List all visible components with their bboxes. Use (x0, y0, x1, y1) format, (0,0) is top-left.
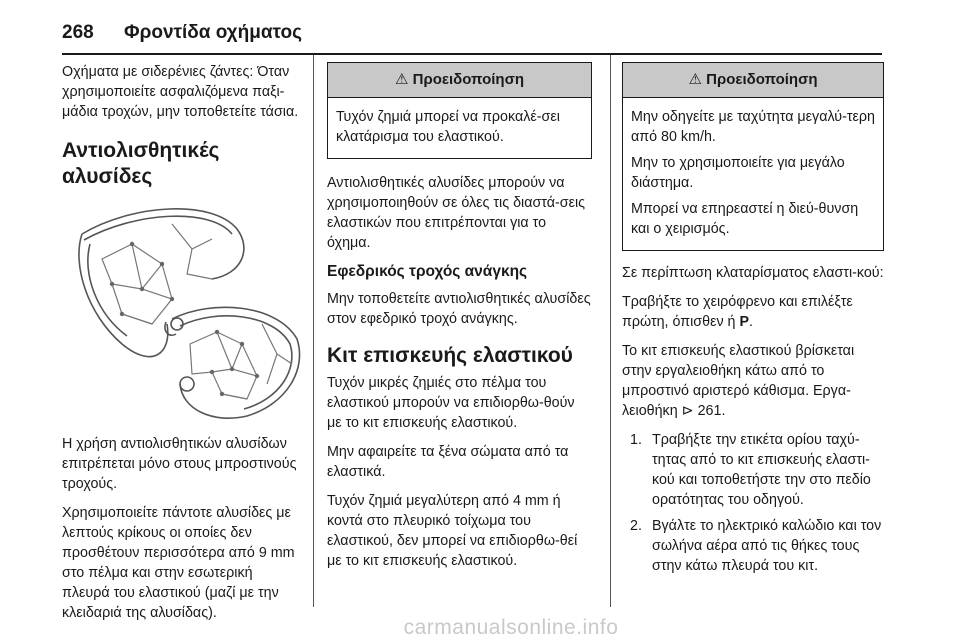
list-item: 2. Βγάλτε το ηλεκτρικό καλώδιο και τον σωλήνα αέρα από τις θήκες τους στην κάτω πλευρά του κιτ. (630, 518, 882, 574)
warning-triangle-icon: ⚠ (394, 71, 409, 88)
page-reference-arrow-icon: ⊳ (681, 403, 694, 419)
warning-title: Προειδοποίηση (412, 71, 524, 88)
column-2 (327, 62, 592, 580)
damage-limit-paragraph: Τυχόν ζημιά μεγαλύτερη από 4 mm ή κοντά στο πλευρικό τοίχωμα του ελαστικού, δεν μπορεί να επιδιορθω-θεί με το κιτ επισκευής ελαστικού. (327, 493, 578, 569)
chains-fine-links-paragraph: Χρησιμοποιείτε πάντοτε αλυσίδες με λεπτούς κρίκους οι οποίες δεν προσθέτουν περισσότερα από 9 mm στο πέλμα και στην εσωτερική πλευρά του ελαστικού (μαζί με την κλειδαριά της αλυσίδας). (62, 505, 295, 621)
kit-location-paragraph: Το κιτ επισκευής ελαστικού βρίσκεται στην εργαλειοθήκη κάτω από το μπροστινό αριστερό κάθισμα. Εργα-λειοθήκη ⊳ 261. (622, 343, 855, 419)
snow-chains-illustration (62, 204, 302, 422)
section-heading-snow-chains: Αντιολισθητικές αλυσίδες (62, 139, 220, 188)
warning-box (622, 62, 884, 251)
snow-chains-image (62, 204, 302, 422)
section-heading-repair-kit: Κιτ επισκευής ελαστικού (327, 344, 573, 367)
flat-tyre-paragraph: Σε περίπτωση κλαταρίσματος ελαστι-κού: (622, 265, 884, 281)
page-reference-link[interactable]: 261. (697, 403, 726, 419)
header-rule (62, 53, 882, 55)
warning-title: Προειδοποίηση (706, 71, 818, 88)
column-1 (62, 62, 302, 632)
repair-kit-intro-paragraph: Τυχόν μικρές ζημιές στο πέλμα του ελαστικού μπορούν να επιδιορθω-θούν με το κιτ επισκευής ελαστικού. (327, 375, 575, 431)
warning-triangle-icon: ⚠ (688, 71, 702, 88)
column-divider (610, 55, 611, 607)
column-3 (622, 62, 884, 582)
foreign-objects-paragraph: Μην αφαιρείτε τα ξένα σώματα από τα ελαστικά. (327, 444, 569, 480)
warning-line: Μην οδηγείτε με ταχύτητα μεγαλύ-τερη από 80 km/h. (631, 109, 875, 145)
warning-header (623, 63, 883, 98)
warning-text: Τυχόν ζημιά μπορεί να προκαλέ-σει κλατάρισμα του ελαστικού. (336, 109, 560, 145)
spare-no-chains-paragraph: Μην τοποθετείτε αντιολισθητικές αλυσίδες στον εφεδρικό τροχό ανάγκης. (327, 291, 591, 327)
warning-line: Μπορεί να επηρεαστεί η διεύ-θυνση και ο χειρισμός. (631, 201, 859, 237)
warning-box (327, 62, 592, 159)
page-number: 268 (62, 22, 94, 43)
park-symbol: P (739, 314, 750, 330)
intro-paragraph: Οχήματα με σιδερένιες ζάντες: Όταν χρησιμοποιείτε ασφαλιζόμενα παξι-μάδια τροχών, μην τοποθετείτε τάσια. (62, 64, 299, 120)
page-title: Φροντίδα οχήματος (124, 22, 302, 43)
warning-body (328, 98, 591, 158)
list-item: 1. Τραβήξτε την ετικέτα ορίου ταχύ-τητας από το κιτ επισκευής ελαστι-κού και τοποθετήστε την στο πεδίο ορατότητας του οδηγού. (630, 432, 871, 508)
warning-body (623, 98, 883, 250)
warning-line: Μην το χρησιμοποιείτε για μεγάλο διάστημα. (631, 155, 845, 191)
chains-front-wheels-paragraph: Η χρήση αντιολισθητικών αλυσίδων επιτρέπεται μόνο στους μπροστινούς τροχούς. (62, 436, 297, 492)
watermark: carmanualsonline.info (403, 616, 619, 639)
chains-all-sizes-paragraph: Αντιολισθητικές αλυσίδες μπορούν να χρησιμοποιηθούν σε όλες τις διαστά-σεις ελαστικών που επιτρέπονται για το όχημα. (327, 175, 586, 251)
subheading-temporary-spare: Εφεδρικός τροχός ανάγκης (327, 263, 528, 280)
handbrake-paragraph: Τραβήξτε το χειρόφρενο και επιλέξτε πρώτη, όπισθεν ή P. (622, 294, 853, 330)
steps-list (622, 430, 884, 576)
column-divider (313, 55, 314, 607)
warning-header (328, 63, 591, 98)
